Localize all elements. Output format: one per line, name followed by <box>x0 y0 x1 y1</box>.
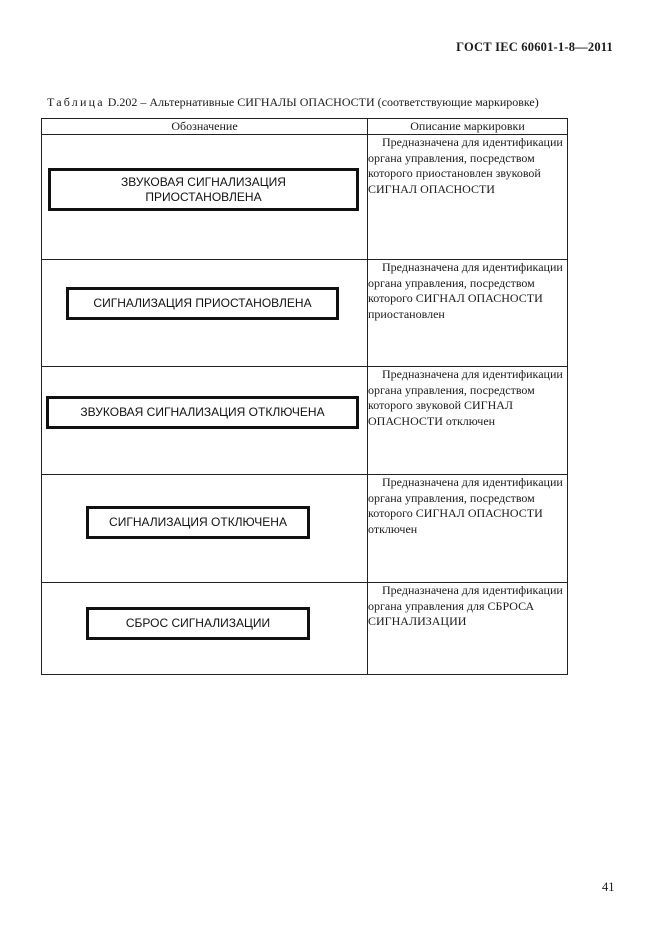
description-text: Предназначена для идентификации органа управления, посредством которого приостановлен звуковой СИГНАЛ ОПАСНОСТИ <box>368 135 563 196</box>
symbol-cell <box>42 583 368 675</box>
table-caption <box>47 95 539 110</box>
column-header-description: Описание маркировки <box>368 119 568 135</box>
table-row <box>42 475 568 583</box>
description-cell <box>368 135 568 260</box>
marking-box-alarm-paused: СИГНАЛИЗАЦИЯ ПРИОСТАНОВЛЕНА <box>66 287 339 320</box>
symbol-cell <box>42 135 368 260</box>
symbol-cell <box>42 367 368 475</box>
symbol-cell <box>42 475 368 583</box>
page-number: 41 <box>602 880 615 894</box>
table-row <box>42 367 568 475</box>
symbol-cell <box>42 260 368 367</box>
table-row <box>42 583 568 675</box>
marking-box-alarm-reset: СБРОС СИГНАЛИЗАЦИИ <box>86 607 310 640</box>
marking-box-alarm-off: СИГНАЛИЗАЦИЯ ОТКЛЮЧЕНА <box>86 506 310 539</box>
marking-box-audio-paused: ЗВУКОВАЯ СИГНАЛИЗАЦИЯ ПРИОСТАНОВЛЕНА <box>48 168 359 211</box>
table-caption-prefix: Таблица <box>47 95 105 109</box>
description-cell <box>368 367 568 475</box>
column-header-symbol: Обозначение <box>42 119 368 135</box>
table-header-row <box>42 119 568 135</box>
description-text: Предназначена для идентификации органа управления, посредством которого звуковой СИГНАЛ ОПАСНОСТИ отключен <box>368 367 563 428</box>
description-text: Предназначена для идентификации органа управления для СБРОСА СИГНАЛИЗАЦИИ <box>368 583 563 628</box>
description-cell <box>368 260 568 367</box>
description-text: Предназначена для идентификации органа управления, посредством которого СИГНАЛ ОПАСНОСТИ приостановлен <box>368 260 563 321</box>
marking-box-audio-off: ЗВУКОВАЯ СИГНАЛИЗАЦИЯ ОТКЛЮЧЕНА <box>46 396 359 429</box>
description-text: Предназначена для идентификации органа управления, посредством которого СИГНАЛ ОПАСНОСТИ отключен <box>368 475 563 536</box>
description-cell <box>368 583 568 675</box>
table-caption-text: D.202 – Альтернативные СИГНАЛЫ ОПАСНОСТИ (соответствующие маркировке) <box>104 95 539 109</box>
alarm-markings-table <box>41 118 568 675</box>
table-row <box>42 260 568 367</box>
document-id: ГОСТ IEC 60601-1-8—2011 <box>456 40 613 54</box>
description-cell <box>368 475 568 583</box>
table-row <box>42 135 568 260</box>
